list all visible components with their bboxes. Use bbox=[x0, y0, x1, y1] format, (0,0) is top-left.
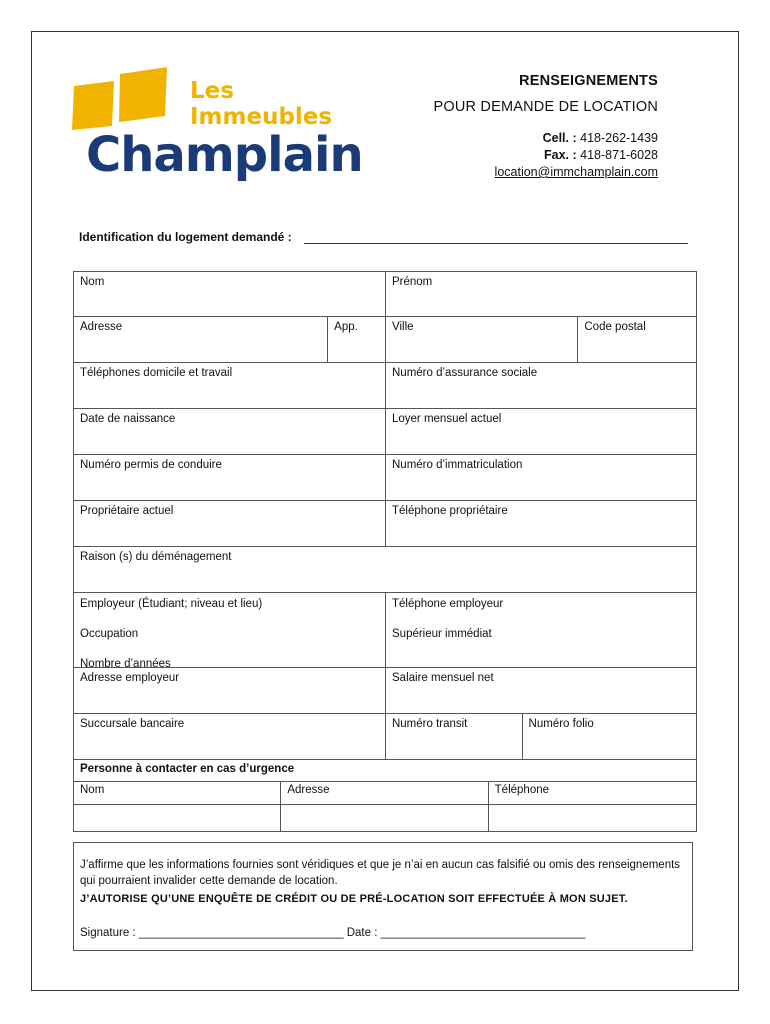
field-raison[interactable]: Raison (s) du déménagement bbox=[80, 551, 232, 563]
field-app[interactable]: App. bbox=[327, 317, 385, 362]
logo-square-right bbox=[119, 67, 167, 122]
field-folio[interactable]: Numéro folio bbox=[522, 714, 696, 759]
signature-row bbox=[80, 925, 686, 941]
field-telephones[interactable]: Téléphones domicile et travail bbox=[80, 367, 233, 379]
identification-field[interactable] bbox=[304, 243, 688, 244]
field-adresse[interactable]: Adresse bbox=[80, 321, 123, 333]
logo-text-champlain: Champlain bbox=[86, 127, 363, 183]
field-tel-employeur[interactable] bbox=[385, 593, 696, 668]
field-nas[interactable]: Numéro d’assurance sociale bbox=[385, 363, 696, 408]
emergency-title: Personne à contacter en cas d’urgence bbox=[73, 760, 697, 782]
logo-mark-icon bbox=[72, 64, 192, 134]
credit-authorization: J’AUTORISE QU’UNE ENQUÊTE DE CRÉDIT OU DE PRÉ-LOCATION SOIT EFFECTUÉE À MON SUJET. bbox=[80, 893, 628, 905]
nombre-annees-label: Nombre d’années bbox=[80, 658, 171, 670]
date-field[interactable]: ________________________________ bbox=[380, 927, 586, 939]
email-link[interactable]: location@immchamplain.com bbox=[494, 165, 658, 179]
contact-info bbox=[434, 130, 658, 181]
cell-value: 418-262-1439 bbox=[580, 131, 658, 145]
employeur-label: Employeur (Étudiant; niveau et lieu) bbox=[80, 598, 263, 610]
occupation-label: Occupation bbox=[80, 628, 139, 640]
field-nom[interactable]: Nom bbox=[80, 276, 105, 288]
signature-field[interactable]: ________________________________ bbox=[138, 927, 344, 939]
field-prenom[interactable]: Prénom bbox=[385, 272, 696, 316]
attestation-box bbox=[73, 842, 693, 951]
field-adresse-employeur[interactable]: Adresse employeur bbox=[80, 672, 180, 684]
fax-value: 418-871-6028 bbox=[580, 148, 658, 162]
field-salaire[interactable]: Salaire mensuel net bbox=[385, 668, 696, 713]
logo-text-les: Les bbox=[190, 78, 234, 104]
emergency-telephone-field[interactable] bbox=[488, 805, 696, 831]
emergency-nom-field[interactable] bbox=[74, 805, 280, 831]
header-block bbox=[434, 68, 658, 181]
logo-square-left bbox=[72, 81, 114, 130]
emergency-nom-header: Nom bbox=[80, 784, 105, 796]
applicant-form-grid bbox=[73, 271, 697, 832]
field-permis[interactable]: Numéro permis de conduire bbox=[80, 459, 222, 471]
field-proprietaire[interactable]: Propriétaire actuel bbox=[80, 505, 174, 517]
emergency-adresse-header: Adresse bbox=[280, 782, 487, 804]
field-transit[interactable]: Numéro transit bbox=[385, 714, 522, 759]
field-succursale[interactable]: Succursale bancaire bbox=[80, 718, 185, 730]
field-code-postal[interactable]: Code postal bbox=[577, 317, 696, 362]
form-subtitle: POUR DEMANDE DE LOCATION bbox=[433, 99, 658, 115]
field-employeur[interactable] bbox=[74, 593, 385, 668]
emergency-telephone-header: Téléphone bbox=[488, 782, 696, 804]
field-immatriculation[interactable]: Numéro d’immatriculation bbox=[385, 455, 696, 500]
identification-label: Identification du logement demandé : bbox=[79, 230, 292, 244]
superieur-label: Supérieur immédiat bbox=[392, 628, 492, 640]
signature-label: Signature : bbox=[80, 927, 136, 939]
field-tel-proprietaire[interactable]: Téléphone propriétaire bbox=[385, 501, 696, 546]
field-loyer[interactable]: Loyer mensuel actuel bbox=[385, 409, 696, 454]
cell-label: Cell. : bbox=[542, 131, 577, 145]
form-title: RENSEIGNEMENTS bbox=[519, 73, 658, 89]
fax-label: Fax. : bbox=[544, 148, 577, 162]
logo bbox=[72, 64, 372, 194]
field-ville[interactable]: Ville bbox=[385, 317, 577, 362]
logo-text-immeubles: Immeubles bbox=[190, 104, 333, 130]
date-label: Date : bbox=[346, 927, 378, 939]
tel-employeur-label: Téléphone employeur bbox=[392, 598, 504, 610]
field-date-naissance[interactable]: Date de naissance bbox=[80, 413, 176, 425]
attestation-text: J’affirme que les informations fournies sont véridiques et que je n’ai en aucun cas falsifié ou omis des renseignements qui pourraient invalider cette demande de location. bbox=[80, 859, 681, 887]
emergency-adresse-field[interactable] bbox=[280, 805, 487, 831]
